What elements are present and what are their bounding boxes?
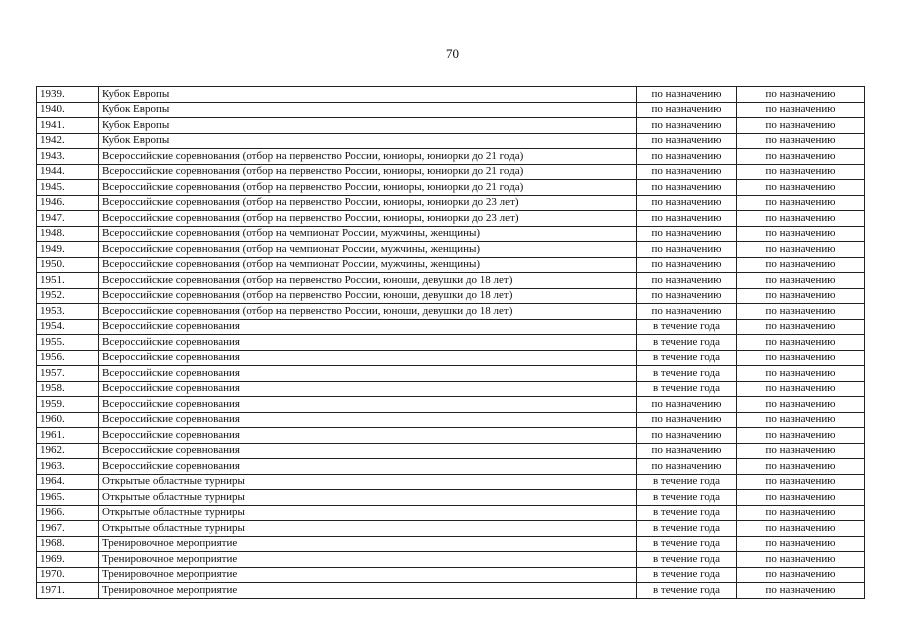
event-place-cell: по назначению	[737, 552, 865, 568]
event-place-cell: по назначению	[737, 87, 865, 103]
row-number-cell: 1964.	[37, 474, 99, 490]
event-place-cell: по назначению	[737, 211, 865, 227]
row-number-cell: 1941.	[37, 118, 99, 134]
event-place-cell: по назначению	[737, 366, 865, 382]
event-name-cell: Всероссийские соревнования (отбор на первенство России, юноши, девушки до 18 лет)	[99, 273, 637, 289]
event-place-cell: по назначению	[737, 226, 865, 242]
row-number-cell: 1962.	[37, 443, 99, 459]
event-name-cell: Всероссийские соревнования (отбор на первенство России, юниоры, юниорки до 23 лет)	[99, 211, 637, 227]
event-date-cell: по назначению	[637, 273, 737, 289]
events-table	[36, 86, 865, 599]
table-row	[37, 521, 865, 537]
table-row	[37, 443, 865, 459]
row-number-cell: 1949.	[37, 242, 99, 258]
event-place-cell: по назначению	[737, 335, 865, 351]
event-place-cell: по назначению	[737, 490, 865, 506]
event-place-cell: по назначению	[737, 242, 865, 258]
event-name-cell: Открытые областные турниры	[99, 490, 637, 506]
event-name-cell: Кубок Европы	[99, 87, 637, 103]
event-name-cell: Всероссийские соревнования	[99, 381, 637, 397]
event-date-cell: по назначению	[637, 443, 737, 459]
event-date-cell: по назначению	[637, 87, 737, 103]
event-date-cell: по назначению	[637, 164, 737, 180]
event-date-cell: в течение года	[637, 350, 737, 366]
row-number-cell: 1956.	[37, 350, 99, 366]
event-place-cell: по назначению	[737, 304, 865, 320]
row-number-cell: 1958.	[37, 381, 99, 397]
table-row	[37, 288, 865, 304]
event-place-cell: по назначению	[737, 180, 865, 196]
event-date-cell: по назначению	[637, 412, 737, 428]
row-number-cell: 1943.	[37, 149, 99, 165]
table-row	[37, 583, 865, 599]
row-number-cell: 1947.	[37, 211, 99, 227]
event-name-cell: Открытые областные турниры	[99, 474, 637, 490]
row-number-cell: 1967.	[37, 521, 99, 537]
event-place-cell: по назначению	[737, 536, 865, 552]
event-date-cell: по назначению	[637, 304, 737, 320]
event-place-cell: по назначению	[737, 443, 865, 459]
event-name-cell: Всероссийские соревнования (отбор на чемпионат России, мужчины, женщины)	[99, 226, 637, 242]
row-number-cell: 1950.	[37, 257, 99, 273]
event-name-cell: Открытые областные турниры	[99, 505, 637, 521]
event-name-cell: Всероссийские соревнования (отбор на чемпионат России, мужчины, женщины)	[99, 257, 637, 273]
event-date-cell: в течение года	[637, 474, 737, 490]
event-name-cell: Всероссийские соревнования (отбор на чемпионат России, мужчины, женщины)	[99, 242, 637, 258]
row-number-cell: 1939.	[37, 87, 99, 103]
table-row	[37, 335, 865, 351]
row-number-cell: 1963.	[37, 459, 99, 475]
table-row	[37, 381, 865, 397]
event-date-cell: в течение года	[637, 319, 737, 335]
row-number-cell: 1955.	[37, 335, 99, 351]
table-row	[37, 211, 865, 227]
table-row	[37, 552, 865, 568]
row-number-cell: 1951.	[37, 273, 99, 289]
table-row	[37, 397, 865, 413]
event-name-cell: Всероссийские соревнования (отбор на первенство России, юноши, девушки до 18 лет)	[99, 304, 637, 320]
row-number-cell: 1952.	[37, 288, 99, 304]
event-place-cell: по назначению	[737, 412, 865, 428]
row-number-cell: 1942.	[37, 133, 99, 149]
event-place-cell: по назначению	[737, 195, 865, 211]
event-name-cell: Всероссийские соревнования (отбор на первенство России, юниоры, юниорки до 21 года)	[99, 164, 637, 180]
event-date-cell: по назначению	[637, 288, 737, 304]
event-name-cell: Всероссийские соревнования	[99, 335, 637, 351]
table-row	[37, 536, 865, 552]
event-name-cell: Всероссийские соревнования	[99, 366, 637, 382]
table-row	[37, 149, 865, 165]
row-number-cell: 1940.	[37, 102, 99, 118]
event-name-cell: Тренировочное мероприятие	[99, 567, 637, 583]
table-row	[37, 350, 865, 366]
event-date-cell: по назначению	[637, 180, 737, 196]
event-place-cell: по назначению	[737, 102, 865, 118]
event-date-cell: по назначению	[637, 226, 737, 242]
event-name-cell: Всероссийские соревнования (отбор на первенство России, юноши, девушки до 18 лет)	[99, 288, 637, 304]
event-place-cell: по назначению	[737, 567, 865, 583]
event-date-cell: по назначению	[637, 195, 737, 211]
event-date-cell: в течение года	[637, 381, 737, 397]
event-name-cell: Всероссийские соревнования (отбор на первенство России, юниоры, юниорки до 21 года)	[99, 149, 637, 165]
row-number-cell: 1961.	[37, 428, 99, 444]
event-date-cell: по назначению	[637, 149, 737, 165]
table-row	[37, 366, 865, 382]
event-place-cell: по назначению	[737, 459, 865, 475]
event-name-cell: Кубок Европы	[99, 133, 637, 149]
event-place-cell: по назначению	[737, 133, 865, 149]
row-number-cell: 1971.	[37, 583, 99, 599]
table-row	[37, 304, 865, 320]
event-date-cell: по назначению	[637, 102, 737, 118]
event-place-cell: по назначению	[737, 583, 865, 599]
event-name-cell: Всероссийские соревнования	[99, 350, 637, 366]
row-number-cell: 1959.	[37, 397, 99, 413]
row-number-cell: 1970.	[37, 567, 99, 583]
event-date-cell: по назначению	[637, 133, 737, 149]
row-number-cell: 1960.	[37, 412, 99, 428]
table-row	[37, 505, 865, 521]
event-name-cell: Всероссийские соревнования (отбор на первенство России, юниоры, юниорки до 21 года)	[99, 180, 637, 196]
table-row	[37, 195, 865, 211]
event-place-cell: по назначению	[737, 474, 865, 490]
table-row	[37, 490, 865, 506]
table-row	[37, 257, 865, 273]
event-place-cell: по назначению	[737, 273, 865, 289]
event-place-cell: по назначению	[737, 397, 865, 413]
event-date-cell: по назначению	[637, 397, 737, 413]
row-number-cell: 1946.	[37, 195, 99, 211]
row-number-cell: 1954.	[37, 319, 99, 335]
table-row	[37, 180, 865, 196]
event-place-cell: по назначению	[737, 118, 865, 134]
table-row	[37, 242, 865, 258]
row-number-cell: 1953.	[37, 304, 99, 320]
event-place-cell: по назначению	[737, 149, 865, 165]
event-place-cell: по назначению	[737, 505, 865, 521]
event-date-cell: в течение года	[637, 567, 737, 583]
event-name-cell: Всероссийские соревнования	[99, 443, 637, 459]
event-date-cell: в течение года	[637, 366, 737, 382]
event-date-cell: по назначению	[637, 428, 737, 444]
event-name-cell: Всероссийские соревнования	[99, 459, 637, 475]
table-row	[37, 87, 865, 103]
event-date-cell: по назначению	[637, 257, 737, 273]
table-row	[37, 412, 865, 428]
event-place-cell: по назначению	[737, 381, 865, 397]
row-number-cell: 1944.	[37, 164, 99, 180]
event-date-cell: в течение года	[637, 536, 737, 552]
event-place-cell: по назначению	[737, 164, 865, 180]
event-date-cell: в течение года	[637, 521, 737, 537]
event-date-cell: в течение года	[637, 583, 737, 599]
event-date-cell: в течение года	[637, 490, 737, 506]
event-place-cell: по назначению	[737, 257, 865, 273]
event-name-cell: Тренировочное мероприятие	[99, 583, 637, 599]
event-place-cell: по назначению	[737, 288, 865, 304]
event-date-cell: по назначению	[637, 118, 737, 134]
event-date-cell: по назначению	[637, 459, 737, 475]
event-place-cell: по назначению	[737, 319, 865, 335]
event-name-cell: Открытые областные турниры	[99, 521, 637, 537]
event-name-cell: Тренировочное мероприятие	[99, 552, 637, 568]
table-row	[37, 474, 865, 490]
event-name-cell: Тренировочное мероприятие	[99, 536, 637, 552]
row-number-cell: 1968.	[37, 536, 99, 552]
event-place-cell: по назначению	[737, 521, 865, 537]
row-number-cell: 1969.	[37, 552, 99, 568]
table-row	[37, 273, 865, 289]
event-place-cell: по назначению	[737, 350, 865, 366]
table-row	[37, 102, 865, 118]
event-date-cell: в течение года	[637, 505, 737, 521]
event-name-cell: Всероссийские соревнования	[99, 428, 637, 444]
event-name-cell: Кубок Европы	[99, 102, 637, 118]
event-name-cell: Всероссийские соревнования (отбор на первенство России, юниоры, юниорки до 23 лет)	[99, 195, 637, 211]
row-number-cell: 1966.	[37, 505, 99, 521]
event-name-cell: Кубок Европы	[99, 118, 637, 134]
table-row	[37, 567, 865, 583]
table-row	[37, 164, 865, 180]
event-place-cell: по назначению	[737, 428, 865, 444]
table-row	[37, 118, 865, 134]
event-name-cell: Всероссийские соревнования	[99, 319, 637, 335]
table-row	[37, 459, 865, 475]
row-number-cell: 1948.	[37, 226, 99, 242]
table-row	[37, 428, 865, 444]
row-number-cell: 1965.	[37, 490, 99, 506]
table-row	[37, 133, 865, 149]
row-number-cell: 1945.	[37, 180, 99, 196]
event-date-cell: по назначению	[637, 211, 737, 227]
page-number: 70	[446, 46, 459, 61]
event-date-cell: в течение года	[637, 552, 737, 568]
table-row	[37, 226, 865, 242]
table-row	[37, 319, 865, 335]
event-date-cell: в течение года	[637, 335, 737, 351]
row-number-cell: 1957.	[37, 366, 99, 382]
event-date-cell: по назначению	[637, 242, 737, 258]
event-name-cell: Всероссийские соревнования	[99, 397, 637, 413]
event-name-cell: Всероссийские соревнования	[99, 412, 637, 428]
